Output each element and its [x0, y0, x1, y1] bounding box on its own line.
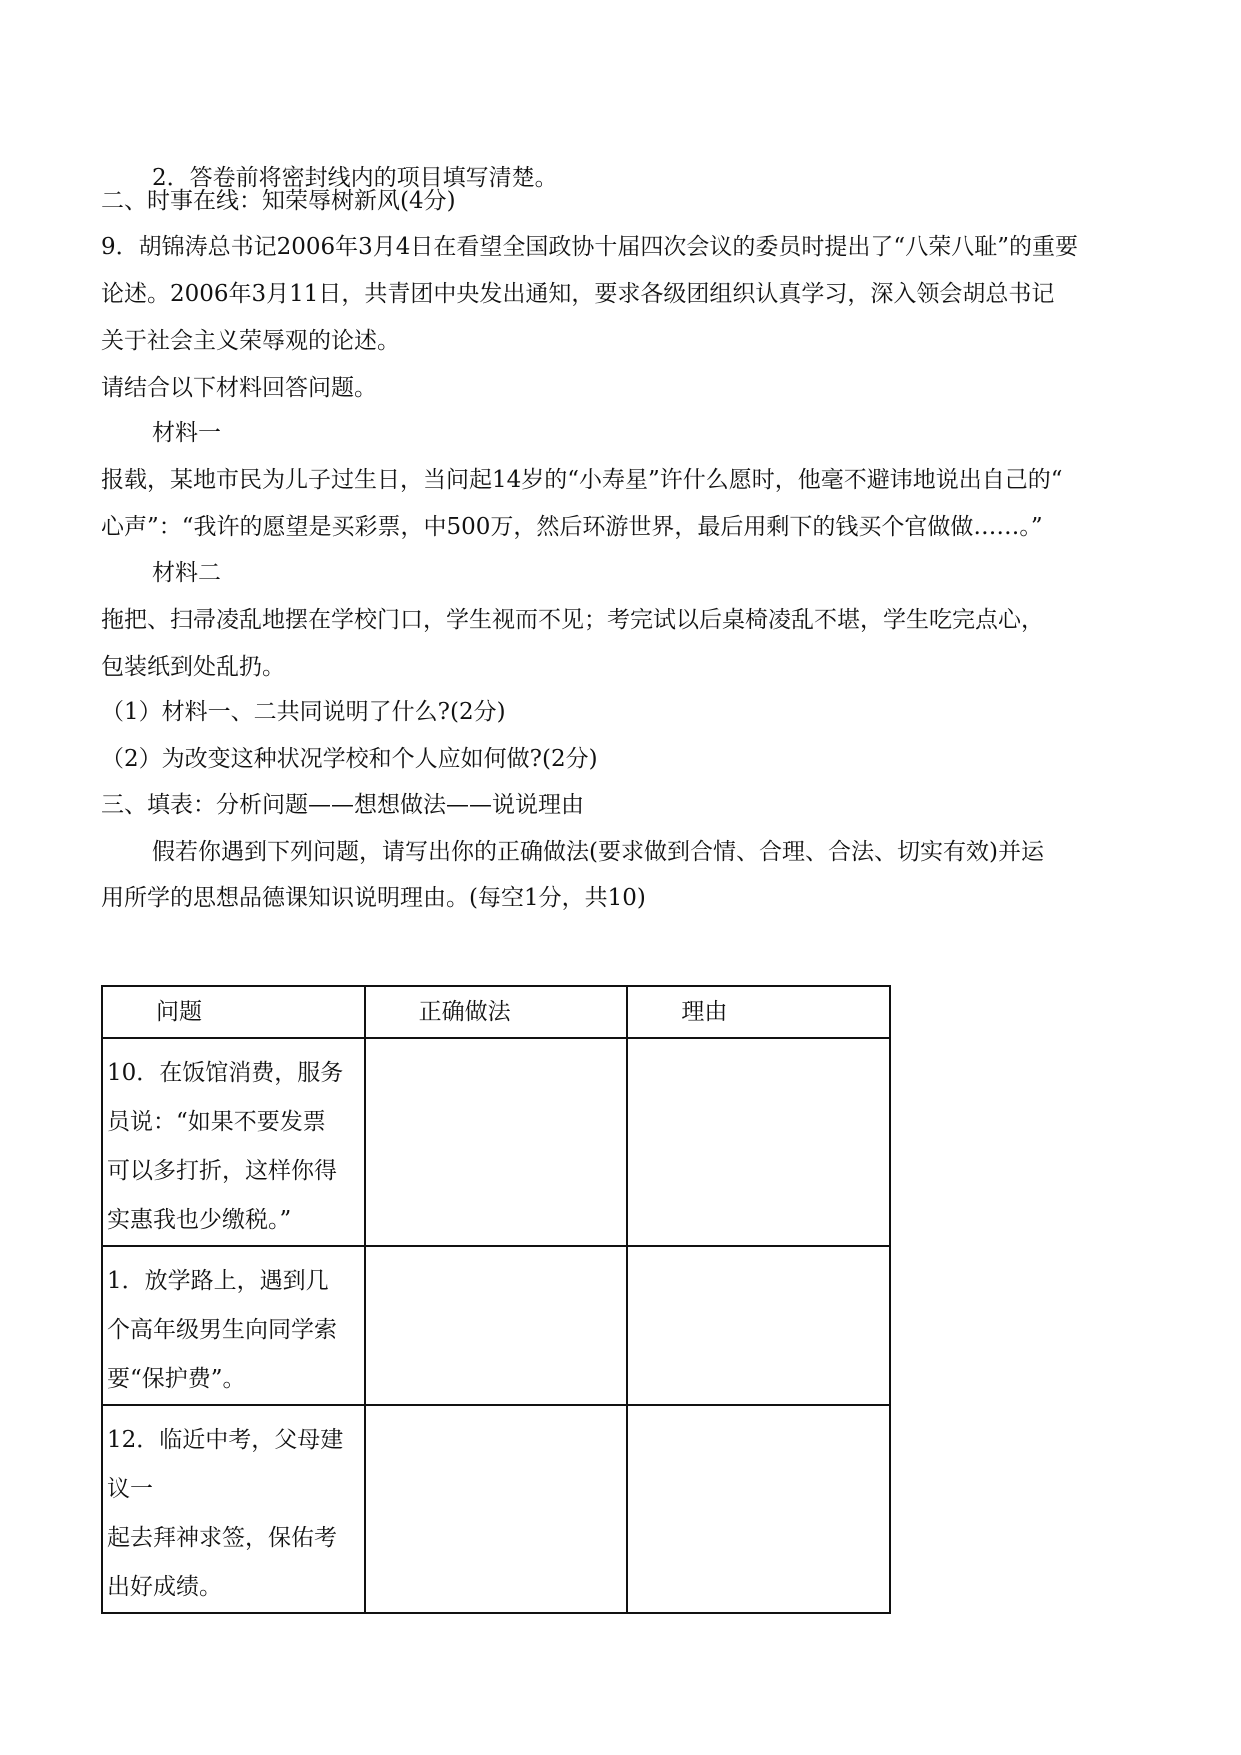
- table-row: [102, 1405, 890, 1613]
- question-cell: [102, 1405, 365, 1613]
- section-three-heading: 三、填表：分析问题——想想做法——说说理由: [101, 792, 584, 818]
- header-cell: [365, 986, 628, 1038]
- answer-reason-cell[interactable]: [627, 1038, 890, 1246]
- section-three-instruction: 假若你遇到下列问题，请写出你的正确做法(要求做到合情、合理、合法、切实有效)并运: [152, 839, 1044, 865]
- answer-method: [366, 1247, 627, 1257]
- sub-question-2: （2）为改变这种状况学校和个人应如何做?(2分): [101, 746, 598, 772]
- header-reason: 理由: [681, 999, 728, 1025]
- answer-method: [366, 1406, 627, 1416]
- answer-method: [366, 1039, 627, 1049]
- question-9-text: 9．胡锦涛总书记2006年3月4日在看望全国政协十届四次会议的委员时提出了“八荣八耻”的重要: [101, 234, 1078, 260]
- answer-reason-cell[interactable]: [627, 1405, 890, 1613]
- section-three-instruction: 用所学的思想品德课知识说明理由。(每空1分，共10): [101, 885, 646, 911]
- question-cell: [102, 1246, 365, 1405]
- table-header-row: [102, 986, 890, 1038]
- header-cell: [627, 986, 890, 1038]
- answer-method-cell[interactable]: [365, 1038, 628, 1246]
- answer-reason-cell[interactable]: [627, 1246, 890, 1405]
- header-question: 问题: [156, 999, 202, 1025]
- material-one-text: 报载，某地市民为儿子过生日，当问起14岁的“小寿星”许什么愿时，他毫不避讳地说出自己的“: [101, 467, 1063, 493]
- header-method: 正确做法: [418, 999, 511, 1025]
- question-9-text: 论述。2006年3月11日，共青团中央发出通知，要求各级团组织认真学习，深入领会胡总书记: [101, 281, 1055, 307]
- answer-method-cell[interactable]: [365, 1405, 628, 1613]
- instruction-line: 2．答卷前将密封线内的项目填写清楚。: [152, 165, 558, 191]
- material-one-text: 心声”：“我许的愿望是买彩票，中500万，然后环游世界，最后用剩下的钱买个官做做……。”: [101, 514, 1043, 540]
- answer-method-cell[interactable]: [365, 1246, 628, 1405]
- answer-reason: [628, 1247, 889, 1257]
- question-cell: [102, 1038, 365, 1246]
- table-row: [102, 1038, 890, 1246]
- sub-question-1: （1）材料一、二共同说明了什么?(2分): [101, 699, 506, 725]
- answer-table: [101, 985, 891, 1614]
- table-row: [102, 1246, 890, 1405]
- question-9-prompt: 请结合以下材料回答问题。: [101, 375, 377, 401]
- answer-reason: [628, 1406, 889, 1416]
- material-one-label: 材料一: [152, 420, 221, 446]
- question-9-text: 关于社会主义荣辱观的论述。: [101, 328, 400, 354]
- answer-reason: [628, 1039, 889, 1049]
- header-cell: [102, 986, 365, 1038]
- question-10-text: 10．在饭馆消费，服务 员说：“如果不要发票 可以多打折，这样你得 实惠我也少缴税。”: [107, 1060, 344, 1233]
- material-two-text: 包装纸到处乱扔。: [101, 654, 285, 680]
- question-11-text: 1．放学路上，遇到几 个高年级男生向同学索 要“保护费”。: [107, 1268, 337, 1392]
- material-two-text: 拖把、扫帚凌乱地摆在学校门口，学生视而不见；考完试以后桌椅凌乱不堪，学生吃完点心，: [101, 607, 1044, 633]
- question-12-text: 12．临近中考，父母建 议一 起去拜神求签，保佑考 出好成绩。: [107, 1427, 344, 1600]
- section-two-heading: 二、时事在线：知荣辱树新风(4分): [101, 188, 456, 214]
- material-two-label: 材料二: [152, 560, 221, 586]
